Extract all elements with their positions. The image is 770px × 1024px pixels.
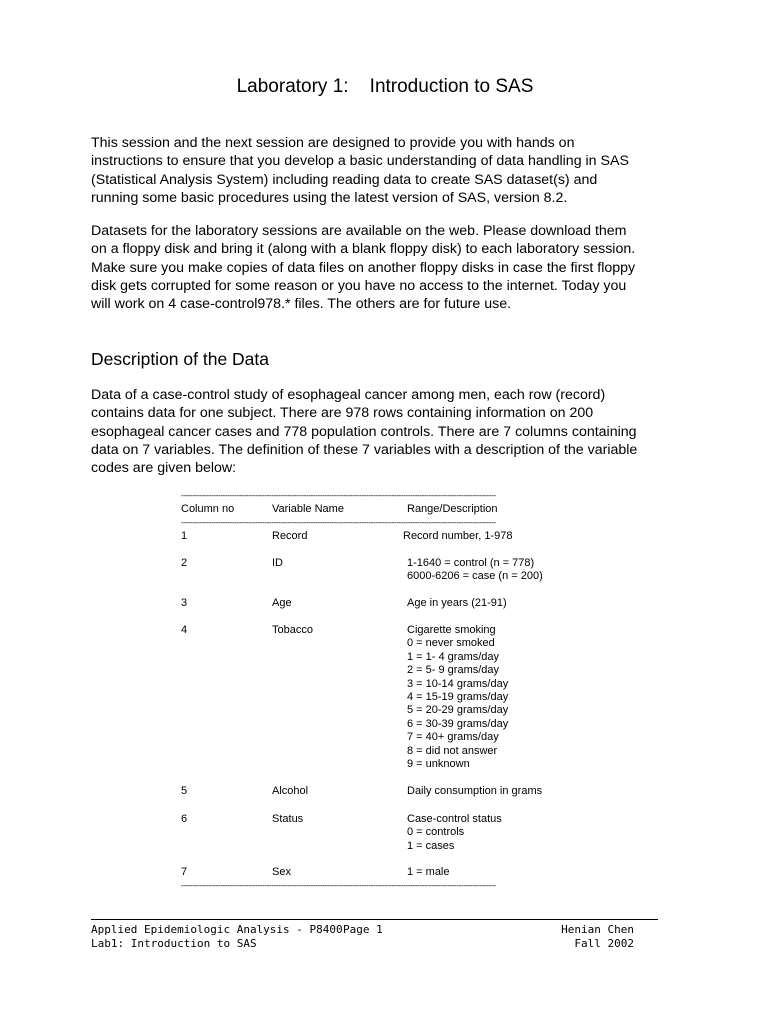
range-line: 6 = 30-39 grams/day [407,717,509,730]
range-line: 4 = 15-19 grams/day [407,691,509,704]
row-2-column: 2 [181,557,188,569]
range-line: 8 = did not answer [407,744,498,757]
datasets-paragraph [91,222,691,313]
range-line: 7 = 40+ grams/day [407,731,499,744]
datasets-line: disk gets corrupted for some reason or you have no access to the internet. Today you [91,277,627,294]
range-line: Case-control status [407,813,502,825]
range-line: 1-1640 = control (n = 778) [407,557,535,569]
row-5-name: Alcohol [272,785,309,797]
footer-author: Henian Chen [561,923,634,936]
row-6-range [407,813,502,853]
row-1-column: 1 [181,530,188,542]
range-line: Cigarette smoking [407,624,496,636]
range-line: 2 = 5- 9 grams/day [407,664,500,677]
description-paragraph [91,386,691,477]
datasets-line: Datasets for the laboratory sessions are available on the web. Please download them [91,223,627,239]
row-6-name: Status [272,813,304,825]
row-7-name: Sex [272,866,291,878]
footer-page-number: Page 1 [343,923,383,936]
datasets-line: on a floppy disk and bring it (along with a blank floppy disk) to each laboratory session. [91,241,636,258]
row-3-name: Age [272,597,292,609]
range-line: 5 = 20-29 grams/day [407,704,509,717]
table-rule-bottom: ---------------------------------------------------------------------------------------------------------------------------------------- [181,882,496,890]
range-line: 9 = unknown [407,758,470,771]
range-line: 1 = 1- 4 grams/day [407,650,500,663]
table-rule-top: ---------------------------------------------------------------------------------------------------------------------------------------- [181,492,496,500]
row-3-range: Age in years (21-91) [407,597,507,609]
description-line: Data of a case-control study of esophageal cancer among men, each row (record) [91,387,606,403]
row-4-name: Tobacco [272,624,313,636]
footer-lab-title: Lab1: Introduction to SAS [91,937,257,950]
datasets-line: will work on 4 case-control978.* files. The others are for future use. [91,296,512,313]
row-2-name: ID [272,557,283,569]
row-2-range [407,557,543,584]
row-4-range [407,624,508,771]
row-5-column: 5 [181,785,188,797]
footer-term: Fall 2002 [574,937,634,950]
datasets-line: Make sure you make copies of data files on another floppy disks in case the first floppy [91,259,636,276]
row-5-range: Daily consumption in grams [407,785,543,797]
range-line: 0 = never smoked [407,637,495,650]
row-1-range: Record number, 1-978 [403,530,513,542]
header-variable-name: Variable Name [272,503,344,515]
header-range-description: Range/Description [407,503,498,515]
description-line: esophageal cancer cases and 778 population controls. There are 7 columns containing [91,423,637,440]
header-column-no: Column no [181,503,235,515]
section-heading: Description of the Data [91,349,270,369]
intro-paragraph [91,134,691,207]
intro-line: This session and the next session are designed to provide you with hands on [91,135,575,151]
range-line: 1 = cases [407,839,455,852]
range-line: 3 = 10-14 grams/day [407,677,509,690]
intro-line: instructions to ensure that you develop a basic understanding of data handling in SAS [91,153,629,170]
row-6-column: 6 [181,813,188,825]
intro-line: (Statistical Analysis System) including reading data to create SAS dataset(s) and [91,171,598,188]
footer-rule [91,919,658,920]
row-3-column: 3 [181,597,188,609]
range-line: 6000-6206 = case (n = 200) [407,570,543,583]
intro-line: running some basic procedures using the latest version of SAS, version 8.2. [91,189,568,206]
row-7-column: 7 [181,866,188,878]
description-line: data on 7 variables. The definition of these 7 variables with a description of the variable [91,441,638,458]
table-rule-header: ---------------------------------------------------------------------------------------------------------------------------------------- [181,519,496,527]
row-1-name: Record [272,530,308,542]
description-line: contains data for one subject. There are 978 rows containing information on 200 [91,405,594,422]
row-4-column: 4 [181,624,188,636]
description-line: codes are given below: [91,460,237,477]
row-7-range: 1 = male [407,866,450,878]
page-title: Laboratory 1: Introduction to SAS [236,76,534,97]
range-line: 0 = controls [407,826,465,839]
footer-course: Applied Epidemiologic Analysis - P8400 [91,923,343,936]
